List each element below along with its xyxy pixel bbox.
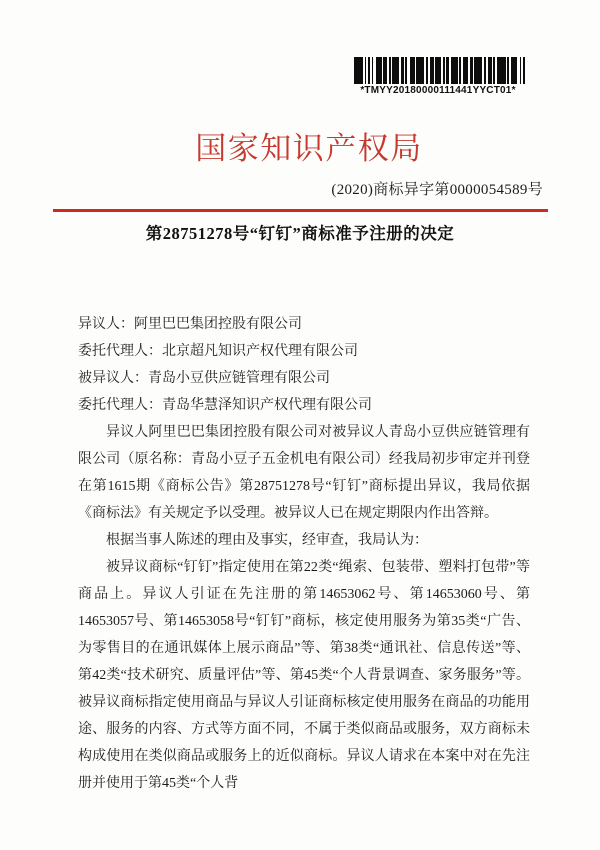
- party-value: 青岛华慧泽知识产权代理有限公司: [162, 398, 372, 413]
- body-paragraph: 根据当事人陈述的理由及事实，经审查，我局认为：: [106, 533, 428, 548]
- party-value: 北京超凡知识产权代理有限公司: [162, 344, 358, 359]
- party-label: 异议人：: [78, 317, 134, 332]
- body-paragraph: 异议人阿里巴巴集团控股有限公司对被异议人青岛小豆供应链管理有限公司（原名称：青岛小豆子五金机电有限公司）经我局初步审定并刊登在第1615期《商标公告》第28751278号“钉钉”商标提出异议，我局依据《商标法》有关规定予以受理。被异议人已在规定期限内作出答辩。: [78, 425, 530, 521]
- decision-title: 第28751278号“钉钉”商标准予注册的决定: [145, 224, 455, 243]
- body-paragraph: 被异议商标“钉钉”指定使用在第22类“绳索、包装带、塑料打包带”等商品上。异议人引证在先注册的第14653062号、第14653060号、第14653057号、第14653058号“钉钉”商标，核定使用服务为第35类“广告、为零售目的在通讯媒体上展示商品”等、第38类“通讯社、信息传送”等、第42类“技术研究、质量评估”等、第45类“个人背景调查、家务服务”等。被异议商标指定使用商品与异议人引证商标核定使用服务在商品的功能用途、服务的内容、方式等方面不同，不属于类似商品或服务，双方商标未构成使用在类似商品或服务上的近似商标。异议人请求在本案中对在先注册并使用于第45类“个人背: [78, 560, 530, 791]
- party-label: 委托代理人：: [78, 398, 162, 413]
- party-value: 阿里巴巴集团控股有限公司: [134, 317, 302, 332]
- barcode-block: [354, 57, 522, 96]
- barcode-icon: [354, 57, 522, 84]
- document-body: [78, 311, 530, 797]
- barcode-text: *TMYY20180000111441YYCT01*: [360, 85, 516, 96]
- party-value: 青岛小豆供应链管理有限公司: [148, 371, 330, 386]
- red-divider-line: [53, 209, 548, 212]
- party-line-opponent: [78, 311, 530, 338]
- party-label: 委托代理人：: [78, 344, 162, 359]
- party-line-respondent-agent: [78, 392, 530, 419]
- party-line-respondent: [78, 365, 530, 392]
- party-label: 被异议人：: [78, 371, 148, 386]
- document-number: (2020)商标异字第0000054589号: [331, 182, 543, 198]
- issuing-agency-title: 国家知识产权局: [195, 131, 423, 166]
- party-line-opponent-agent: [78, 338, 530, 365]
